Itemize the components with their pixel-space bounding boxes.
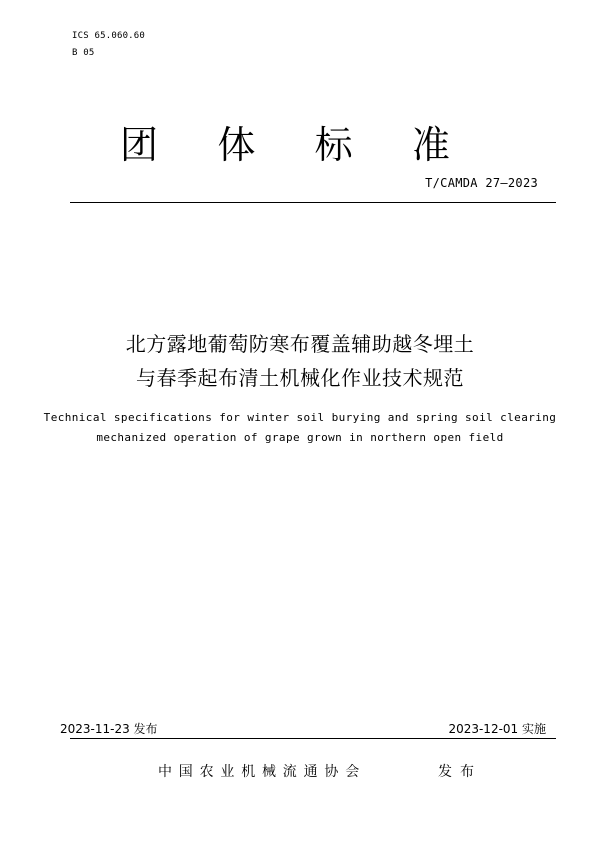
standard-type-char: 体 bbox=[217, 123, 256, 167]
title-english-line-2: mechanized operation of grape grown in northern open field bbox=[96, 431, 504, 444]
title-chinese-line-2: 与春季起布清土机械化作业技术规范 bbox=[136, 366, 464, 390]
title-english-line-1: Technical specifications for winter soil burying and spring soil clearing bbox=[43, 411, 557, 424]
standard-type-heading bbox=[120, 120, 450, 170]
standard-type-char: 准 bbox=[411, 123, 450, 167]
ics-code: ICS 65.060.60 bbox=[72, 31, 146, 41]
bottom-divider bbox=[70, 738, 556, 739]
standard-type-char: 标 bbox=[314, 123, 353, 167]
ccs-code: B 05 bbox=[72, 48, 95, 58]
title-chinese-line-1: 北方露地葡萄防寒布覆盖辅助越冬埋土 bbox=[125, 332, 475, 356]
issued-label: 发布 bbox=[438, 764, 482, 780]
standard-number: T/CAMDA 27—2023 bbox=[425, 176, 538, 190]
publish-date: 2023-11-23 发布 bbox=[60, 722, 158, 736]
standard-type-char: 团 bbox=[120, 123, 159, 167]
publisher-name: 中国农业机械流通协会 bbox=[158, 764, 366, 780]
implementation-date: 2023-12-01 实施 bbox=[448, 722, 546, 736]
top-divider bbox=[70, 202, 556, 203]
